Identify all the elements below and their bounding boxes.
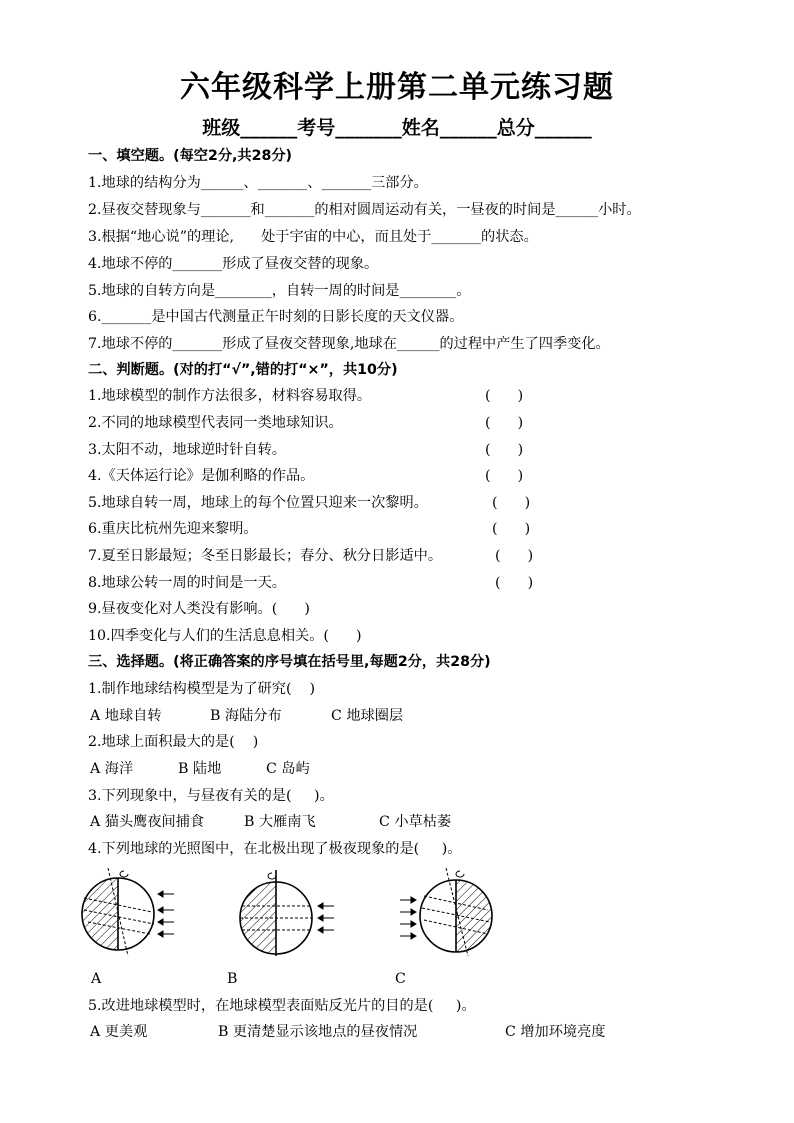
globe-diagram-b (236, 866, 338, 958)
fill-question: 7.地球不停的_______形成了昼夜交替现象,地球在______的过程中产生了四季变化。 (88, 336, 610, 352)
page-title: 六年级科学上册第二单元练习题 (180, 70, 614, 105)
choice-question: 3.下列现象中，与昼夜有关的是( )。 (88, 788, 334, 804)
choice-question: 4.下列地球的光照图中，在北极出现了极夜现象的是( )。 (88, 841, 462, 857)
diagram-label-b: B (227, 971, 238, 987)
answer-paren: ( ) (485, 415, 524, 431)
choice-question: 1.制作地球结构模型是为了研究( ) (88, 681, 316, 697)
judge-question: 10.四季变化与人们的生活息息相关。( ) (88, 628, 362, 644)
answer-paren: ( ) (485, 442, 524, 458)
answer-paren: ( ) (495, 575, 534, 591)
fill-question: 6._______是中国古代测量正午时刻的日影长度的天文仪器。 (88, 309, 464, 325)
answer-paren: ( ) (492, 521, 531, 537)
choice-option-b: B 海陆分布 (210, 708, 282, 724)
choice-option-a: A 海洋 (90, 761, 134, 777)
fill-question: 5.地球的自转方向是________，自转一周的时间是________。 (88, 283, 471, 299)
judge-question: 7.夏至日影最短；冬至日影最长；春分、秋分日影适中。 (88, 548, 443, 564)
fill-question: 2.昼夜交替现象与_______和_______的相对圆周运动有关，一昼夜的时间是______小时。 (88, 202, 641, 218)
diagram-label-c: C (395, 971, 406, 987)
choice-option-c: C 增加环境亮度 (505, 1024, 606, 1040)
fill-question: 1.地球的结构分为______、_______、_______三部分。 (88, 175, 428, 191)
choice-option-b: B 更清楚显示该地点的昼夜情况 (218, 1024, 418, 1040)
globe-diagram-a (78, 866, 180, 958)
choice-option-c: C 地球圈层 (331, 708, 404, 724)
choice-question: 2.地球上面积最大的是( ) (88, 734, 259, 750)
choice-option-c: C 小草枯萎 (379, 814, 452, 830)
judge-question: 6.重庆比杭州先迎来黎明。 (88, 521, 258, 537)
judge-question: 8.地球公转一周的时间是一天。 (88, 575, 286, 591)
judge-question: 2.不同的地球模型代表同一类地球知识。 (88, 415, 343, 431)
section2-header: 二、判断题。(对的打“√”,错的打“×”，共10分) (88, 362, 398, 378)
globe-diagram-c (398, 866, 500, 958)
choice-option-a: A 地球自转 (90, 708, 162, 724)
answer-paren: ( ) (492, 495, 531, 511)
judge-question: 1.地球模型的制作方法很多，材料容易取得。 (88, 388, 372, 404)
diagram-label-a: A (91, 971, 102, 987)
answer-paren: ( ) (485, 468, 524, 484)
judge-question: 4.《天体运行论》是伽利略的作品。 (88, 468, 315, 484)
fill-question: 4.地球不停的_______形成了昼夜交替的现象。 (88, 256, 379, 272)
choice-option-c: C 岛屿 (266, 761, 310, 777)
fill-question: 3.根据“地心说”的理论, 处于宇宙的中心，而且处于_______的状态。 (88, 229, 538, 245)
judge-question: 9.昼夜变化对人类没有影响。( ) (88, 601, 310, 617)
answer-paren: ( ) (485, 388, 524, 404)
choice-question: 5.改进地球模型时，在地球模型表面贴反光片的目的是( )。 (88, 998, 476, 1014)
choice-option-b: B 大雁南飞 (244, 814, 316, 830)
student-info-line: 班级______考号_______姓名______总分______ (202, 117, 592, 139)
judge-question: 3.太阳不动，地球逆时针自转。 (88, 442, 286, 458)
section1-header: 一、填空题。(每空2分,共28分) (88, 148, 293, 164)
choice-option-b: B 陆地 (178, 761, 222, 777)
choice-option-a: A 更美观 (90, 1024, 148, 1040)
answer-paren: ( ) (495, 548, 534, 564)
choice-option-a: A 猫头鹰夜间捕食 (90, 814, 205, 830)
section3-header: 三、选择题。(将正确答案的序号填在括号里,每题2分，共28分) (88, 654, 491, 670)
judge-question: 5.地球自转一周，地球上的每个位置只迎来一次黎明。 (88, 495, 428, 511)
